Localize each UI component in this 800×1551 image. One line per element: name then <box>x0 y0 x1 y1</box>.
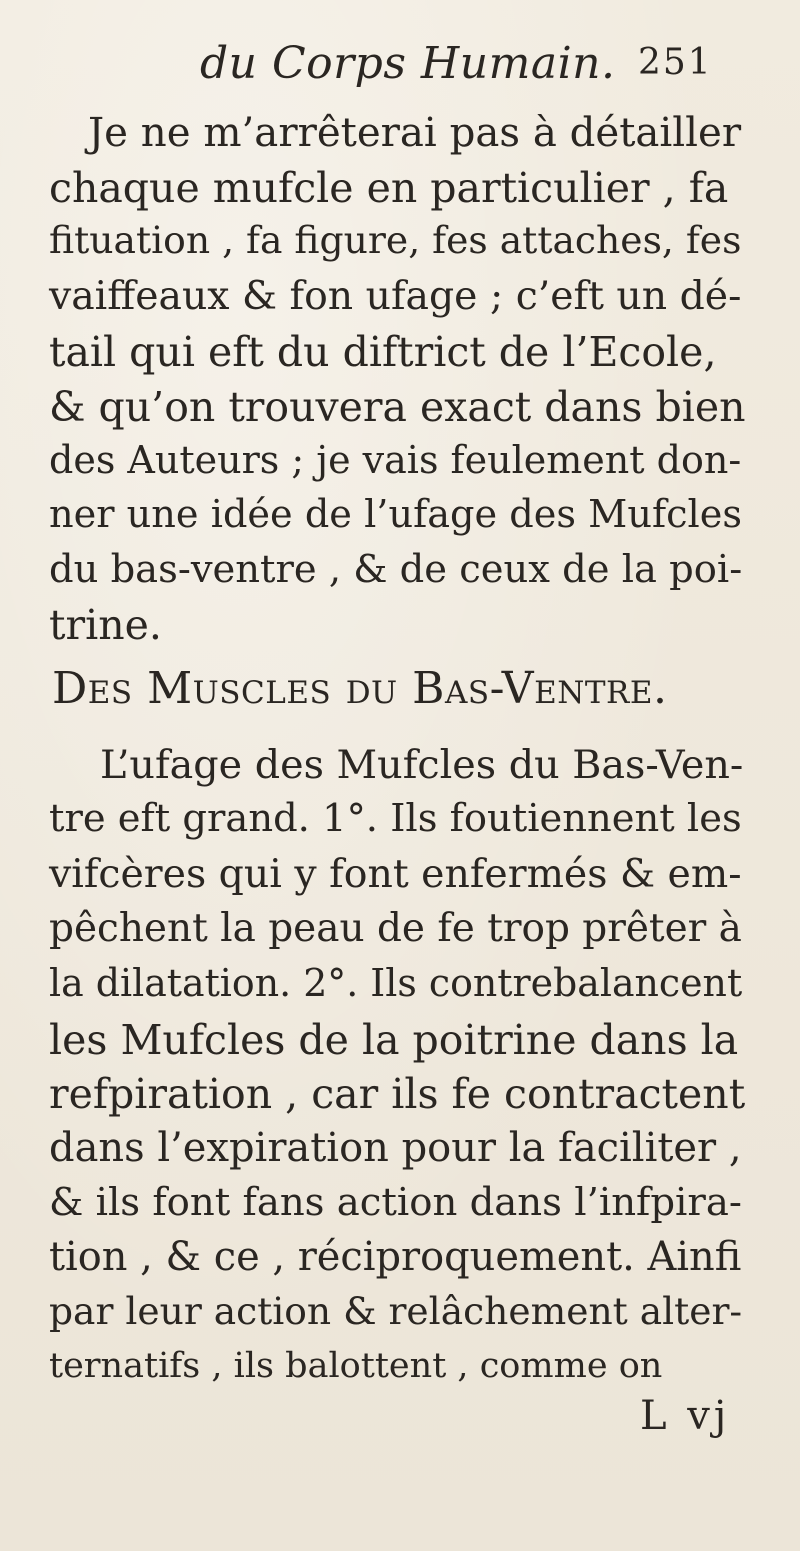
page-number: 251 <box>638 42 713 83</box>
text-line: des Auteurs ; je vais feulement don- <box>49 438 742 482</box>
text-line: par leur action & relâchement alter- <box>49 1289 743 1333</box>
text-line: L’ufage des Mufcles du Bas-Ven- <box>100 742 744 788</box>
catchword: L vj <box>640 1393 731 1439</box>
text-line: tion , & ce , réciproquement. Ainfi <box>49 1234 742 1280</box>
text-line: la dilatation. 2°. Ils contrebalancent <box>49 961 743 1005</box>
text-line: trine. <box>49 601 162 649</box>
text-line: tre eft grand. 1°. Ils foutiennent les <box>49 796 742 841</box>
text-line: & ils font fans action dans l’infpira- <box>49 1180 742 1225</box>
text-line: ternatifs , ils balottent , comme on <box>49 1345 663 1386</box>
text-line: & qu’on trouvera exact dans bien <box>49 383 746 431</box>
text-line: vifcères qui y font enfermés & em- <box>49 851 742 897</box>
text-line: tail qui eft du diftrict de l’Ecole, <box>49 328 717 376</box>
text-line: refpiration , car ils fe contractent <box>49 1070 746 1118</box>
text-line: chaque mufcle en particulier , fa <box>49 164 729 212</box>
text-line: les Mufcles de la poitrine dans la <box>49 1016 739 1064</box>
section-heading: Des Muscles du Bas-Ventre. <box>52 663 668 714</box>
text-line: fituation , fa figure, fes attaches, fes <box>49 218 742 262</box>
text-line: vaiffeaux & fon ufage ; c’eft un dé- <box>49 273 742 319</box>
page-header <box>0 38 800 98</box>
text-line: dans l’expiration pour la faciliter , <box>49 1125 742 1171</box>
text-line: Je ne m’arrêterai pas à détailler <box>88 110 742 156</box>
text-line: ner une idée de l’ufage des Mufcles <box>49 493 742 537</box>
text-line: du bas-ventre , & de ceux de la poi- <box>49 547 743 592</box>
text-line: pêchent la peau de fe trop prêter à <box>49 906 742 951</box>
running-title: du Corps Humain. <box>200 38 616 89</box>
